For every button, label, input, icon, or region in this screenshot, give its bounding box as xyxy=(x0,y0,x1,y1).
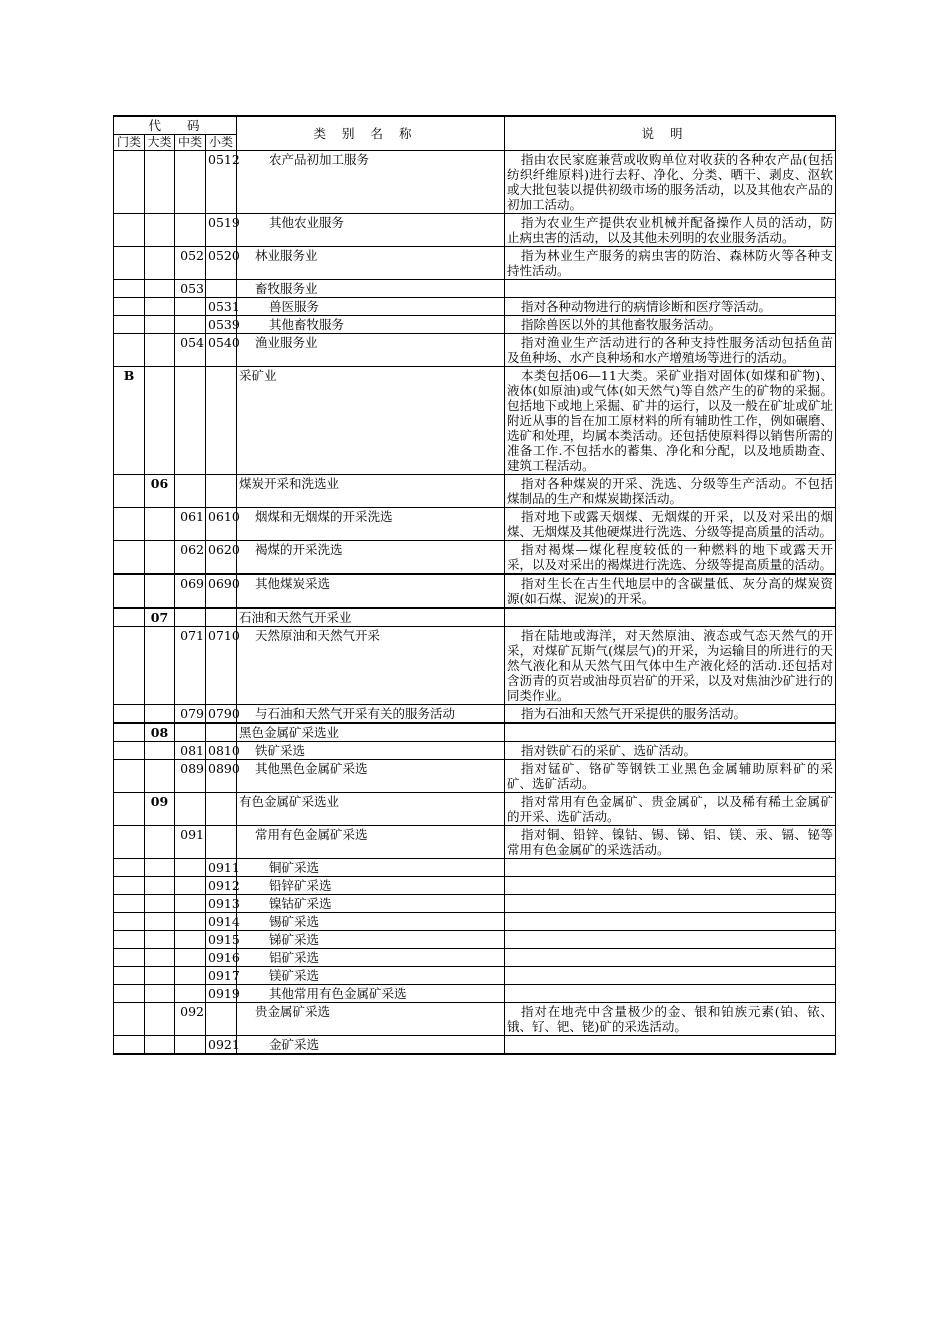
category-description: 指对各种煤炭的开采、洗选、分级等生产活动。不包括煤制品的生产和煤炭勘探活动。 xyxy=(505,475,836,508)
code-zhonglei xyxy=(175,608,206,627)
category-description xyxy=(505,280,836,298)
table-row xyxy=(114,760,836,793)
table-row xyxy=(114,705,836,724)
classification-table xyxy=(113,115,836,1055)
category-description xyxy=(505,877,836,895)
code-menlei xyxy=(114,895,145,913)
code-menlei xyxy=(114,742,145,760)
code-xiaolei: 0911 xyxy=(206,859,237,877)
category-description: 指对锰矿、铬矿等钢铁工业黑色金属辅助原料矿的采矿、选矿活动。 xyxy=(505,760,836,793)
code-zhonglei xyxy=(175,931,206,949)
code-menlei xyxy=(114,877,145,895)
code-menlei xyxy=(114,316,145,334)
table-row xyxy=(114,967,836,985)
category-name: 天然原油和天然气开采 xyxy=(237,627,505,705)
code-menlei xyxy=(114,334,145,367)
code-xiaolei: 0912 xyxy=(206,877,237,895)
category-name: 常用有色金属矿采选 xyxy=(237,826,505,859)
header-code: 代码 xyxy=(114,116,237,135)
code-menlei xyxy=(114,475,145,508)
category-name: 锑矿采选 xyxy=(237,931,505,949)
code-dalei: 06 xyxy=(145,475,175,508)
category-name: 黑色金属矿采选业 xyxy=(237,723,505,742)
code-zhonglei xyxy=(175,151,206,214)
category-name: 铁矿采选 xyxy=(237,742,505,760)
category-description xyxy=(505,931,836,949)
code-xiaolei: 0913 xyxy=(206,895,237,913)
code-menlei xyxy=(114,247,145,280)
category-name: 其他常用有色金属矿采选 xyxy=(237,985,505,1003)
code-dalei: 09 xyxy=(145,793,175,826)
table-row xyxy=(114,723,836,742)
category-description: 指对生长在古生代地层中的含碳量低、灰分高的煤炭资源(如石煤、泥炭)的开采。 xyxy=(505,574,836,608)
code-menlei xyxy=(114,859,145,877)
code-dalei xyxy=(145,1036,175,1055)
code-dalei xyxy=(145,705,175,724)
category-description: 指由农民家庭兼营或收购单位对收获的各种农产品(包括纺织纤维原料)进行去籽、净化、分类、晒干、剥皮、沤软或大批包装以提供初级市场的服务活动，以及其他农产品的初加工活动。 xyxy=(505,151,836,214)
category-name: 锡矿采选 xyxy=(237,913,505,931)
code-menlei xyxy=(114,608,145,627)
code-zhonglei: 054 xyxy=(175,334,206,367)
code-zhonglei xyxy=(175,913,206,931)
code-xiaolei xyxy=(206,723,237,742)
code-dalei xyxy=(145,298,175,316)
table-row xyxy=(114,742,836,760)
code-xiaolei: 0921 xyxy=(206,1036,237,1055)
table-row xyxy=(114,608,836,627)
code-zhonglei: 053 xyxy=(175,280,206,298)
category-name: 其他黑色金属矿采选 xyxy=(237,760,505,793)
code-zhonglei: 061 xyxy=(175,508,206,541)
code-zhonglei xyxy=(175,298,206,316)
header-name: 类别名称 xyxy=(237,116,505,151)
code-zhonglei xyxy=(175,793,206,826)
code-menlei xyxy=(114,151,145,214)
code-zhonglei xyxy=(175,877,206,895)
category-description xyxy=(505,859,836,877)
table-row xyxy=(114,913,836,931)
category-name: 畜牧服务业 xyxy=(237,280,505,298)
category-name: 其他农业服务 xyxy=(237,214,505,247)
category-description xyxy=(505,967,836,985)
code-xiaolei: 0790 xyxy=(206,705,237,724)
category-description xyxy=(505,895,836,913)
code-zhonglei xyxy=(175,367,206,475)
code-zhonglei xyxy=(175,475,206,508)
category-description xyxy=(505,1036,836,1055)
code-dalei xyxy=(145,151,175,214)
category-name: 农产品初加工服务 xyxy=(237,151,505,214)
code-menlei xyxy=(114,280,145,298)
code-xiaolei: 0539 xyxy=(206,316,237,334)
category-name: 其他煤炭采选 xyxy=(237,574,505,608)
table-row xyxy=(114,985,836,1003)
code-dalei xyxy=(145,826,175,859)
table-row xyxy=(114,151,836,214)
code-xiaolei xyxy=(206,475,237,508)
table-row xyxy=(114,859,836,877)
code-menlei xyxy=(114,574,145,608)
code-dalei xyxy=(145,280,175,298)
code-menlei xyxy=(114,913,145,931)
code-zhonglei: 069 xyxy=(175,574,206,608)
code-dalei xyxy=(145,742,175,760)
code-xiaolei xyxy=(206,826,237,859)
category-description: 指对铜、铅锌、镍钴、锡、锑、铝、镁、汞、镉、铋等常用有色金属矿的采选活动。 xyxy=(505,826,836,859)
code-zhonglei xyxy=(175,214,206,247)
code-dalei xyxy=(145,316,175,334)
code-zhonglei: 071 xyxy=(175,627,206,705)
code-xiaolei: 0512 xyxy=(206,151,237,214)
code-xiaolei: 0890 xyxy=(206,760,237,793)
category-name: 渔业服务业 xyxy=(237,334,505,367)
category-name: 其他畜牧服务 xyxy=(237,316,505,334)
code-xiaolei xyxy=(206,280,237,298)
code-zhonglei xyxy=(175,316,206,334)
table-row xyxy=(114,334,836,367)
code-menlei xyxy=(114,931,145,949)
category-name: 贵金属矿采选 xyxy=(237,1003,505,1036)
category-description: 指对褐煤—煤化程度较低的一种燃料的地下或露天开采，以及对采出的褐煤进行洗选、分级等提高质量的活动。 xyxy=(505,541,836,575)
code-dalei xyxy=(145,877,175,895)
code-dalei xyxy=(145,760,175,793)
code-xiaolei xyxy=(206,608,237,627)
table-row xyxy=(114,247,836,280)
code-xiaolei: 0620 xyxy=(206,541,237,575)
code-dalei xyxy=(145,574,175,608)
code-zhonglei xyxy=(175,1036,206,1055)
table-row xyxy=(114,316,836,334)
table-row xyxy=(114,949,836,967)
code-zhonglei xyxy=(175,859,206,877)
code-zhonglei: 081 xyxy=(175,742,206,760)
code-menlei xyxy=(114,214,145,247)
code-dalei xyxy=(145,913,175,931)
category-description: 指为林业生产服务的病虫害的防治、森林防火等各种支持性活动。 xyxy=(505,247,836,280)
header-menlei: 门类 xyxy=(114,135,145,151)
category-name: 石油和天然气开采业 xyxy=(237,608,505,627)
code-menlei xyxy=(114,793,145,826)
code-xiaolei: 0919 xyxy=(206,985,237,1003)
code-zhonglei: 079 xyxy=(175,705,206,724)
code-xiaolei: 0915 xyxy=(206,931,237,949)
code-menlei xyxy=(114,627,145,705)
code-zhonglei: 052 xyxy=(175,247,206,280)
table-row xyxy=(114,214,836,247)
code-menlei: B xyxy=(114,367,145,475)
code-menlei xyxy=(114,967,145,985)
code-menlei xyxy=(114,298,145,316)
code-xiaolei: 0710 xyxy=(206,627,237,705)
category-description: 指对渔业生产活动进行的各种支持性服务活动包括鱼苗及鱼种场、水产良种场和水产增殖场等进行的活动。 xyxy=(505,334,836,367)
code-menlei xyxy=(114,1003,145,1036)
table-body xyxy=(114,151,836,1055)
category-description: 指对在地壳中含量极少的金、银和铂族元素(铂、铱、锇、钌、钯、铑)矿的采选活动。 xyxy=(505,1003,836,1036)
code-xiaolei: 0519 xyxy=(206,214,237,247)
code-zhonglei xyxy=(175,895,206,913)
category-description xyxy=(505,949,836,967)
category-name: 采矿业 xyxy=(237,367,505,475)
category-name: 兽医服务 xyxy=(237,298,505,316)
table-row xyxy=(114,298,836,316)
code-zhonglei: 062 xyxy=(175,541,206,575)
code-xiaolei: 0690 xyxy=(206,574,237,608)
code-dalei xyxy=(145,985,175,1003)
table-row xyxy=(114,793,836,826)
table-row xyxy=(114,826,836,859)
table-row xyxy=(114,367,836,475)
code-zhonglei xyxy=(175,723,206,742)
code-xiaolei xyxy=(206,367,237,475)
code-xiaolei: 0917 xyxy=(206,967,237,985)
category-description xyxy=(505,985,836,1003)
table-row xyxy=(114,627,836,705)
category-description: 指对铁矿石的采矿、选矿活动。 xyxy=(505,742,836,760)
code-dalei xyxy=(145,931,175,949)
category-description: 指对常用有色金属矿、贵金属矿，以及稀有稀土金属矿的开采、选矿活动。 xyxy=(505,793,836,826)
category-name: 林业服务业 xyxy=(237,247,505,280)
code-dalei xyxy=(145,214,175,247)
category-description: 指对地下或露天烟煤、无烟煤的开采，以及对采出的烟煤、无烟煤及其他硬煤进行洗选、分级等提高质量的活动。 xyxy=(505,508,836,541)
code-menlei xyxy=(114,949,145,967)
category-name: 与石油和天然气开采有关的服务活动 xyxy=(237,705,505,724)
code-dalei xyxy=(145,541,175,575)
category-name: 有色金属矿采选业 xyxy=(237,793,505,826)
code-menlei xyxy=(114,705,145,724)
code-menlei xyxy=(114,1036,145,1055)
category-name: 镍钴矿采选 xyxy=(237,895,505,913)
header-zhonglei: 中类 xyxy=(175,135,206,151)
category-name: 镁矿采选 xyxy=(237,967,505,985)
category-name: 金矿采选 xyxy=(237,1036,505,1055)
code-zhonglei xyxy=(175,967,206,985)
category-description: 指为农业生产提供农业机械并配备操作人员的活动，防止病虫害的活动，以及其他未列明的农业服务活动。 xyxy=(505,214,836,247)
code-dalei xyxy=(145,859,175,877)
category-name: 铝矿采选 xyxy=(237,949,505,967)
header-dalei: 大类 xyxy=(145,135,175,151)
header-xiaolei: 小类 xyxy=(206,135,237,151)
code-xiaolei xyxy=(206,793,237,826)
code-dalei xyxy=(145,247,175,280)
code-dalei xyxy=(145,334,175,367)
code-xiaolei: 0914 xyxy=(206,913,237,931)
code-dalei: 07 xyxy=(145,608,175,627)
code-menlei xyxy=(114,723,145,742)
category-description xyxy=(505,913,836,931)
table-row xyxy=(114,574,836,608)
code-dalei xyxy=(145,1003,175,1036)
table-row xyxy=(114,1003,836,1036)
code-xiaolei xyxy=(206,1003,237,1036)
code-zhonglei xyxy=(175,949,206,967)
table-row xyxy=(114,877,836,895)
code-dalei xyxy=(145,967,175,985)
table-row xyxy=(114,541,836,575)
header-desc: 说明 xyxy=(505,116,836,151)
code-dalei xyxy=(145,895,175,913)
category-name: 褐煤的开采洗选 xyxy=(237,541,505,575)
code-xiaolei: 0610 xyxy=(206,508,237,541)
code-menlei xyxy=(114,760,145,793)
header-row xyxy=(114,116,836,135)
code-dalei xyxy=(145,627,175,705)
code-dalei xyxy=(145,949,175,967)
category-name: 铅锌矿采选 xyxy=(237,877,505,895)
category-description xyxy=(505,608,836,627)
category-description: 指对各种动物进行的病情诊断和医疗等活动。 xyxy=(505,298,836,316)
code-menlei xyxy=(114,985,145,1003)
table-row xyxy=(114,895,836,913)
category-description: 指为石油和天然气开采提供的服务活动。 xyxy=(505,705,836,724)
table-row xyxy=(114,1036,836,1055)
code-zhonglei xyxy=(175,985,206,1003)
code-zhonglei: 089 xyxy=(175,760,206,793)
table-row xyxy=(114,931,836,949)
code-xiaolei: 0810 xyxy=(206,742,237,760)
code-dalei: 08 xyxy=(145,723,175,742)
code-menlei xyxy=(114,826,145,859)
code-menlei xyxy=(114,541,145,575)
code-zhonglei: 091 xyxy=(175,826,206,859)
category-description: 指在陆地或海洋，对天然原油、液态或气态天然气的开采，对煤矿瓦斯气(煤层气)的开采，为运输目的所进行的天然气液化和从天然气田气体中生产液化烃的活动.还包括对含沥青的页岩或油母页岩矿的开采，以及对焦油沙矿进行的同类作业。 xyxy=(505,627,836,705)
code-dalei xyxy=(145,508,175,541)
code-xiaolei: 0531 xyxy=(206,298,237,316)
code-dalei xyxy=(145,367,175,475)
category-name: 煤炭开采和洗选业 xyxy=(237,475,505,508)
code-xiaolei: 0916 xyxy=(206,949,237,967)
table-row xyxy=(114,475,836,508)
code-xiaolei: 0520 xyxy=(206,247,237,280)
code-zhonglei: 092 xyxy=(175,1003,206,1036)
table-row xyxy=(114,280,836,298)
category-description: 指除兽医以外的其他畜牧服务活动。 xyxy=(505,316,836,334)
code-menlei xyxy=(114,508,145,541)
table-row xyxy=(114,508,836,541)
code-xiaolei: 0540 xyxy=(206,334,237,367)
category-description: 本类包括06—11大类。采矿业指对固体(如煤和矿物)、液体(如原油)或气体(如天然气)等自然产生的矿物的采掘。包括地下或地上采掘、矿井的运行，以及一般在矿址或矿址附近从事的旨在加工原材料的所有辅助性工作，例如碾磨、选矿和处理，均属本类活动。还包括使原料得以销售所需的准备工作.不包括水的蓄集、净化和分配，以及地质勘查、建筑工程活动。 xyxy=(505,367,836,475)
category-name: 烟煤和无烟煤的开采洗选 xyxy=(237,508,505,541)
category-name: 铜矿采选 xyxy=(237,859,505,877)
category-description xyxy=(505,723,836,742)
